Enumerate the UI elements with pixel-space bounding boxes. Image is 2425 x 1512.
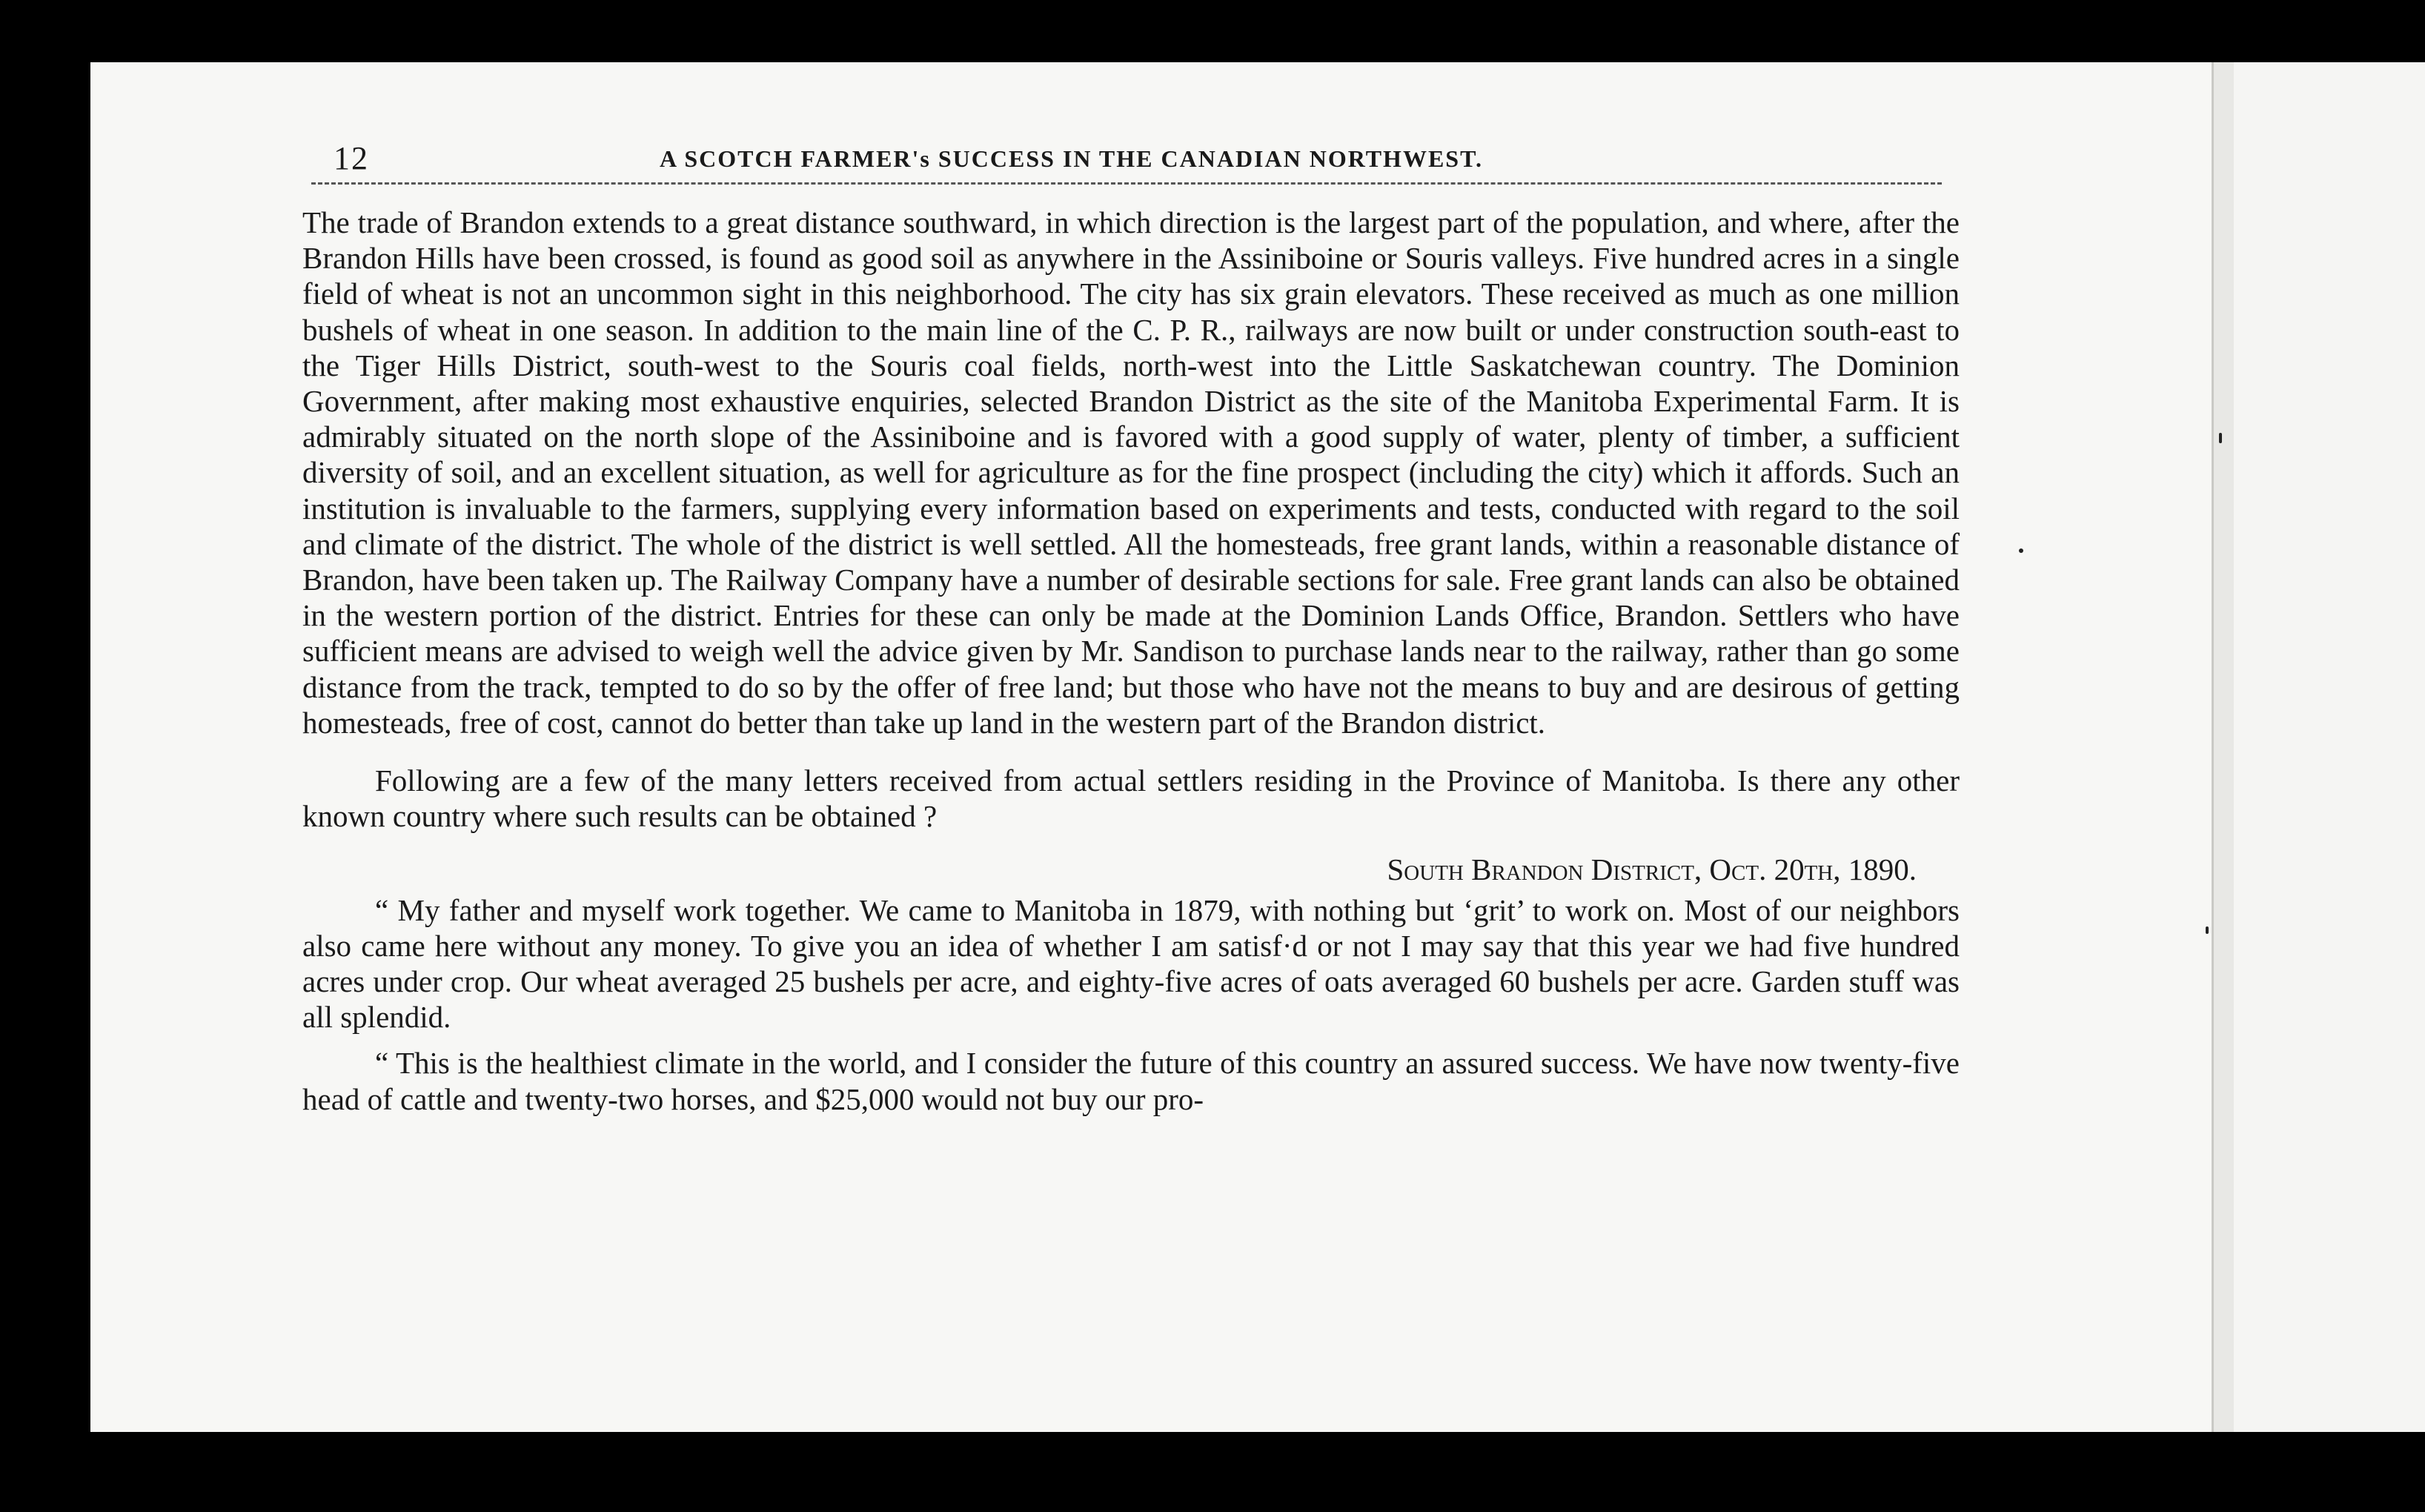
scan-speck	[2206, 926, 2209, 934]
page-header	[334, 139, 1964, 184]
letter-dateline: South Brandon District, Oct. 20th, 1890.	[1387, 852, 1917, 887]
letter-paragraph: “ My father and myself work together. We came to Manitoba in 1879, with nothing but ‘grit’ to work on. Most of our neighbors also came here without any money. To give you an idea of whether I am satisf·d or not I may say that this year we had five hundred acres under crop. Our wheat averaged 25 bushels per acre, and eighty-five acres of oats averaged 60 bushels per acre. Garden stuff was all splendid.	[302, 892, 1960, 1035]
body-paragraph: The trade of Brandon extends to a great distance southward, in which direction is the largest part of the population, and where, after the Brandon Hills have been crossed, is found as good soil as anywhere in the Assiniboine or Souris valleys. Five hundred acres in a single field of wheat is not an uncommon sight in this neighborhood. The city has six grain elevators. These received as much as one million bushels of wheat in one season. In addition to the main line of the C. P. R., railways are now built or under construction south-east to the Tiger Hills District, south-west to the Souris coal fields, north-west into the Little Saskatchewan country. The Dominion Government, after making most exhaustive enquiries, selected Brandon District as the site of the Manitoba Experimental Farm. It is admirably situated on the north slope of the Assiniboine and is favored with a good supply of water, plenty of timber, a sufficient diversity of soil, and an excellent situation, as well for agriculture as for the fine prospect (including the city) which it affords. Such an institution is invaluable to the farmers, supplying every information based on experiments and tests, conducted with regard to the soil and climate of the district. The whole of the district is well settled. All the homesteads, free grant lands, within a reasonable distance of Brandon, have been taken up. The Railway Company have a number of desirable sections for sale. Free grant lands can also be obtained in the western portion of the district. Entries for these can only be made at the Dominion Lands Office, Brandon. Settlers who have sufficient means are advised to weigh well the advice given by Mr. Sandison to purchase lands near to the railway, rather than go some distance from the track, tempted to do so by the offer of free land; but those who have not the means to buy and are desirous of getting homesteads, free of cost, cannot do better than take up land in the western part of the Brandon district.	[302, 205, 1960, 740]
facing-page-margin	[2234, 62, 2425, 1432]
letter-paragraph: “ This is the healthiest climate in the world, and I consider the future of this country an assured success. We have now twenty-five head of cattle and twenty-two horses, and $25,000 would not buy our pro-	[302, 1046, 1960, 1116]
page-body	[302, 205, 1960, 1117]
body-paragraph: Following are a few of the many letters received from actual settlers residing in the Province of Manitoba. Is there any other known country where such results can be obtained ?	[302, 763, 1960, 834]
page-edge-shadow	[2212, 62, 2236, 1432]
scan-speck	[2019, 548, 2023, 553]
header-rule	[311, 182, 1942, 185]
running-title: A SCOTCH FARMER's SUCCESS IN THE CANADIAN NORTHWEST.	[660, 145, 1484, 172]
scan-speck	[2219, 433, 2222, 443]
page-number: 12	[334, 140, 369, 176]
